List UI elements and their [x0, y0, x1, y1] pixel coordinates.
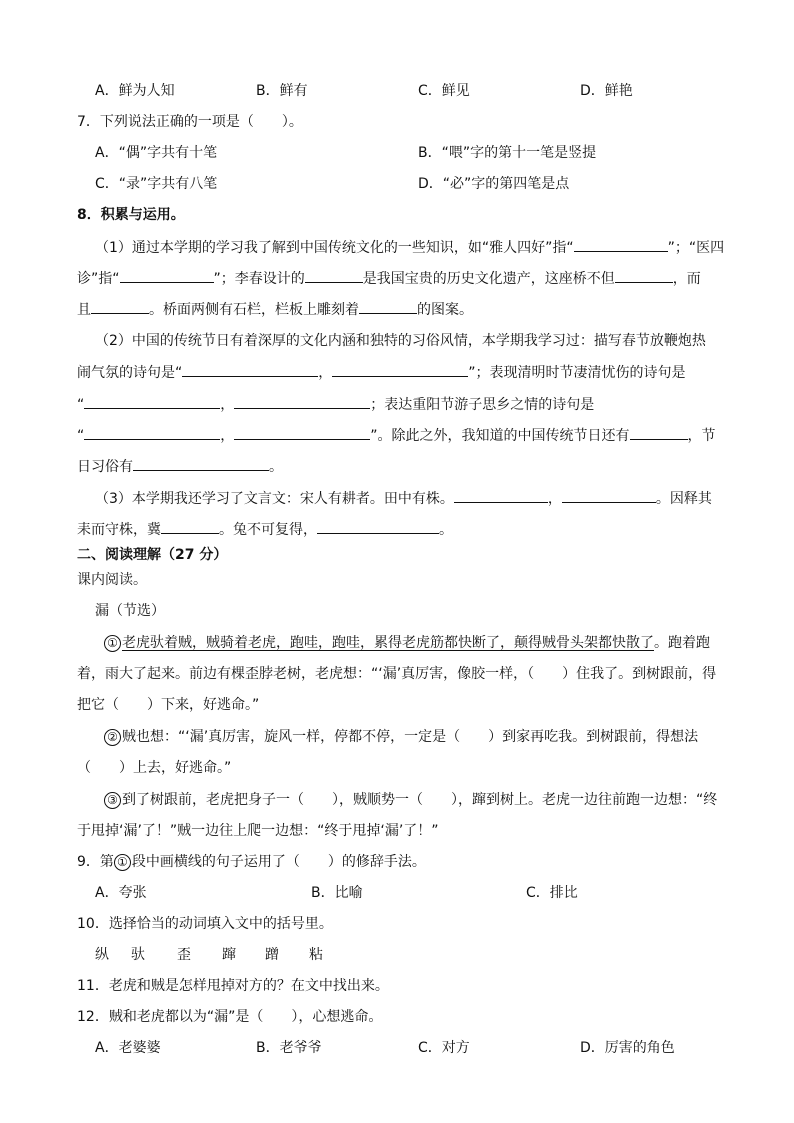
q8-p2-text: “: [77, 428, 85, 444]
q10-word: 蹭: [265, 947, 279, 963]
q12-stem: 12．贼和老虎都以为“漏”是（ ），心想逃命。: [77, 1009, 383, 1025]
para-number: ①: [114, 854, 131, 871]
answer-blank[interactable]: [234, 394, 370, 409]
q6-option-c[interactable]: C．鲜见: [418, 83, 470, 99]
q8-p2-text: 。: [269, 459, 283, 475]
para-number: ①: [104, 635, 121, 652]
q8-p3-text: 耒而守株，冀: [77, 522, 161, 538]
q8-p2-text: ，: [318, 365, 333, 381]
passage-title: 漏（节选）: [95, 603, 165, 619]
section-intro: 课内阅读。: [77, 572, 147, 588]
q8-p1-line3: [77, 299, 473, 320]
q8-p2-text: 闹气氛的诗句是“: [77, 365, 183, 381]
answer-blank[interactable]: [84, 425, 220, 440]
answer-blank[interactable]: [332, 362, 468, 377]
q9-stem: [77, 852, 426, 872]
q7-option-b[interactable]: B．“喂”字的第十一笔是竖提: [418, 145, 597, 161]
answer-blank[interactable]: [562, 488, 656, 503]
q9-option-a[interactable]: A．夸张: [95, 885, 147, 901]
answer-blank[interactable]: [454, 488, 548, 503]
q10-word: 纵: [95, 947, 109, 963]
q8-p1-text: 的图案。: [417, 302, 473, 318]
answer-blank[interactable]: [133, 456, 269, 471]
answer-blank[interactable]: [359, 299, 417, 314]
q9-text: 段中画横线的句子运用了（ ）的修辞手法。: [131, 854, 426, 870]
section-heading: 二、阅读理解（27 分）: [77, 547, 228, 563]
answer-blank[interactable]: [161, 519, 219, 534]
q7-stem: 7．下列说法正确的一项是（ ）。: [77, 114, 303, 130]
q10-word: 歪: [177, 947, 191, 963]
q8-p2-text: “: [77, 397, 85, 413]
q9-option-b[interactable]: B．比喻: [311, 885, 363, 901]
q8-p1-text: 是我国宝贵的历史文化遗产，这座桥不但: [362, 271, 615, 287]
q8-p2-text: ，: [220, 428, 235, 444]
answer-blank[interactable]: [120, 268, 214, 283]
q10-word: 蹿: [222, 947, 236, 963]
passage-para1-line2: 着，雨大了起来。前边有棵歪脖老树，老虎想：“‘漏’真厉害，像胶一样，（ ）住我了。到树跟前，得: [77, 666, 717, 682]
q8-p3-text: （3）本学期我还学习了文言文：宋人有耕者。田中有株。: [95, 491, 454, 507]
q8-p2-text: 日习俗有: [77, 459, 133, 475]
passage-text: 。跑着跑: [654, 635, 710, 651]
answer-blank[interactable]: [305, 268, 363, 283]
q8-p2-text: ；表达重阳节游子思乡之情的诗句是: [370, 397, 595, 413]
answer-blank[interactable]: [234, 425, 370, 440]
q9-option-c[interactable]: C．排比: [526, 885, 578, 901]
q8-p2-text: ，节: [687, 428, 716, 444]
passage-text: 到了树跟前，老虎把身子一（ ），贼顺势一（ ），蹿到树上。老虎一边往前跑一边想：“终: [122, 792, 718, 808]
q8-p1-text: ，而: [672, 271, 701, 287]
q8-p2-text: ”；表现清明时节凄清忧伤的诗句是: [468, 365, 686, 381]
q10-stem: 10．选择恰当的动词填入文中的括号里。: [77, 916, 333, 932]
answer-blank[interactable]: [630, 425, 688, 440]
q6-option-a[interactable]: A．鲜为人知: [95, 83, 175, 99]
q6-option-d[interactable]: D．鲜艳: [580, 83, 633, 99]
passage-text: 贼也想：“‘漏’真厉害，旋风一样，停都不停，一定是（ ）到家再吃我。到树跟前，得想法: [122, 729, 699, 745]
q8-p2-text: ”。除此之外，我知道的中国传统节日还有: [370, 428, 630, 444]
q8-p3-text: 。兔不可复得，: [219, 522, 317, 538]
q8-p3-line1: [95, 488, 712, 509]
q8-p1-text: 。桥面两侧有石栏，栏板上雕刻着: [149, 302, 359, 318]
q8-p3-text: ，: [547, 491, 562, 507]
para-number: ③: [104, 792, 121, 809]
passage-para3-line1: [104, 790, 717, 810]
q8-p2-line4: [77, 425, 716, 446]
answer-blank[interactable]: [182, 362, 318, 377]
q8-p2-text: ，: [220, 397, 235, 413]
q8-p1-text: （1）通过本学期的学习我了解到中国传统文化的一些知识，如“雅人四好”指“: [95, 240, 574, 256]
q11-stem: 11．老虎和贼是怎样甩掉对方的？在文中找出来。: [77, 978, 389, 994]
para-number: ②: [104, 729, 121, 746]
passage-para1-line3: 把它（ ）下来，好逃命。”: [77, 697, 260, 713]
q7-option-d[interactable]: D．“必”字的第四笔是点: [418, 176, 570, 192]
q7-option-c[interactable]: C．“录”字共有八笔: [95, 176, 218, 192]
q10-word: 粘: [309, 947, 323, 963]
q8-p1-text: 且: [77, 302, 91, 318]
underlined-sentence: 老虎驮着贼，贼骑着老虎，跑哇，跑哇，累得老虎筋都快断了，颠得贼骨头架都快散了: [122, 635, 654, 651]
q12-option-a[interactable]: A．老婆婆: [95, 1040, 161, 1056]
q12-option-d[interactable]: D．厉害的角色: [580, 1040, 675, 1056]
answer-blank[interactable]: [574, 237, 668, 252]
answer-blank[interactable]: [91, 299, 149, 314]
q8-p1-text: 诊”指“: [77, 271, 120, 287]
q6-option-b[interactable]: B．鲜有: [256, 83, 308, 99]
q9-text: 9．第: [77, 854, 114, 870]
q10-word: 驮: [131, 947, 145, 963]
answer-blank[interactable]: [317, 519, 439, 534]
passage-para1-line1: [104, 633, 710, 653]
q8-p1-line2: [77, 268, 701, 289]
q8-p1-line1: [95, 237, 724, 258]
q8-p1-text: ”；“医四: [667, 240, 725, 256]
q8-p2-line5: [77, 456, 283, 477]
q12-option-b[interactable]: B．老爷爷: [256, 1040, 322, 1056]
passage-para3-line2: 于甩掉‘漏’了！”贼一边往上爬一边想：“终于甩掉‘漏’了！”: [77, 823, 439, 839]
q7-option-a[interactable]: A．“偶”字共有十笔: [95, 145, 218, 161]
q8-p1-text: ”；李春设计的: [213, 271, 305, 287]
passage-para2-line1: [104, 727, 698, 747]
passage-para2-line2: （ ）上去，好逃命。”: [77, 760, 232, 776]
q12-option-c[interactable]: C．对方: [418, 1040, 470, 1056]
answer-blank[interactable]: [615, 268, 673, 283]
q8-p2-line1: （2）中国的传统节日有着深厚的文化内涵和独特的习俗风情，本学期我学习过：描写春节放鞭炮热: [95, 333, 706, 349]
q8-p3-text: 。: [439, 522, 453, 538]
q8-p2-line2: [77, 362, 686, 383]
q8-p3-line2: [77, 519, 453, 540]
answer-blank[interactable]: [84, 394, 220, 409]
q8-stem: 8．积累与运用。: [77, 207, 185, 223]
q8-p2-line3: [77, 394, 594, 415]
q8-p3-text: 。因释其: [655, 491, 712, 507]
